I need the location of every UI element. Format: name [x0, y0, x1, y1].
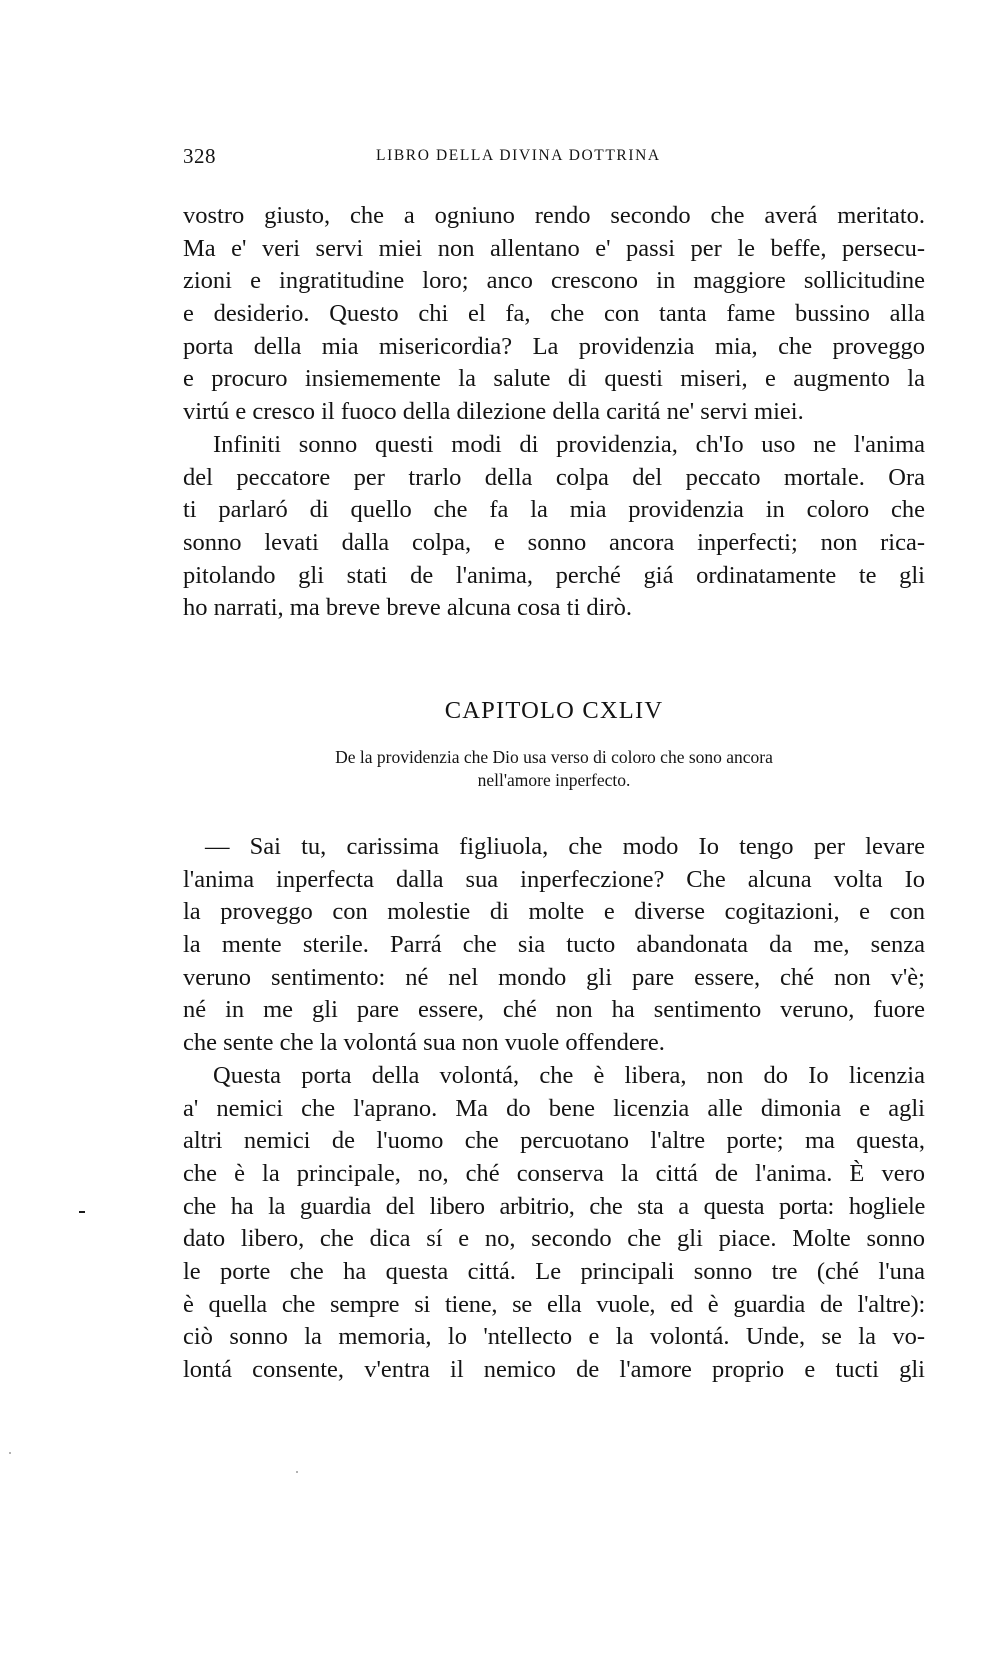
text-line: pitolando gli stati de l'anima, perché giá ordinatamente te gli: [183, 561, 925, 589]
text-line: che è la principale, no, ché conserva la cittá de l'anima. È vero: [183, 1159, 925, 1187]
text-line: zioni e ingratitudine loro; anco crescono in maggiore sollicitudine: [183, 267, 925, 295]
scan-speck: [296, 1471, 298, 1473]
text-line: la proveggo con molestie di molte e diverse cogitazioni, e con: [183, 898, 925, 926]
paragraph-start-line: Infiniti sonno questi modi di providenzia, ch'Io uso ne l'anima: [213, 430, 925, 458]
text-line: Ma e' veri servi miei non allentano e' passi per le beffe, persecu-: [183, 234, 925, 262]
text-line: porta della mia misericordia? La providenzia mia, che proveggo: [183, 332, 925, 360]
running-head: [183, 144, 925, 174]
text-line: ho narrati, ma breve breve alcuna cosa ti dirò.: [183, 594, 632, 622]
text-line: del peccatore per trarlo della colpa del peccato mortale. Ora: [183, 463, 925, 491]
text-line: virtú e cresco il fuoco della dilezione della caritá ne' servi miei.: [183, 398, 804, 426]
body-text-top: [183, 200, 925, 625]
text-line: e procuro insiememente la salute di questi miseri, e augmento la: [183, 365, 925, 393]
text-line: lontá consente, v'entra il nemico de l'amore proprio e tucti gli: [183, 1356, 925, 1383]
chapter-title: CAPITOLO CXLIV: [444, 697, 664, 724]
text-line: che sente che la volontá sua non vuole offendere.: [183, 1029, 665, 1057]
text-line: veruno sentimento: né nel mondo gli pare essere, ché non v'è;: [183, 963, 925, 991]
chapter-summary-line: De la providenzia che Dio usa verso di coloro che sono ancora: [335, 747, 773, 767]
paragraph-start-line: Questa porta della volontá, che è libera, non do Io licenzia: [213, 1061, 925, 1089]
running-title: LIBRO DELLA DIVINA DOTTRINA: [376, 147, 661, 164]
paragraph-start-line: — Sai tu, carissima figliuola, che modo Io tengo per levare: [205, 833, 925, 860]
text-line: le porte che ha questa cittá. Le principali sonno tre (ché l'una: [183, 1257, 925, 1285]
text-line: la mente sterile. Parrá che sia tucto abandonata da me, senza: [183, 931, 925, 959]
text-line: e desiderio. Questo chi el fa, che con tanta fame bussino alla: [183, 300, 925, 328]
margin-mark: [79, 1211, 85, 1213]
page-number: 328: [183, 144, 216, 168]
text-line: ciò sonno la memoria, lo 'ntellecto e la volontá. Unde, se la vo-: [183, 1323, 925, 1351]
text-line: vostro giusto, che a ogniuno rendo secondo che averá meritato.: [183, 202, 925, 229]
text-line: ti parlaró di quello che fa la mia providenzia in coloro che: [183, 496, 925, 524]
text-line: sonno levati dalla colpa, e sonno ancora inperfecti; non rica-: [183, 528, 925, 556]
text-line: l'anima inperfecta dalla sua inperfeczione? Che alcuna volta Io: [183, 865, 925, 893]
body-text-bottom: [183, 831, 925, 1387]
chapter-summary-line: nell'amore inperfecto.: [477, 770, 631, 790]
scan-speck: [9, 1452, 11, 1454]
text-line: né in me gli pare essere, ché non ha sentimento veruno, fuore: [183, 996, 925, 1024]
text-line: dato libero, che dica sí e no, secondo che gli piace. Molte sonno: [183, 1225, 925, 1253]
text-line: altri nemici de l'uomo che percuotano l'altre porte; ma questa,: [183, 1127, 925, 1155]
text-line: è quella che sempre si tiene, se ella vuole, ed è guardia de l'altre):: [183, 1290, 925, 1318]
text-line: che ha la guardia del libero arbitrio, che sta a questa porta: hogliele: [183, 1192, 925, 1220]
chapter-summary: [183, 746, 925, 792]
text-line: a' nemici che l'aprano. Ma do bene licenzia alle dimonia e agli: [183, 1094, 925, 1122]
